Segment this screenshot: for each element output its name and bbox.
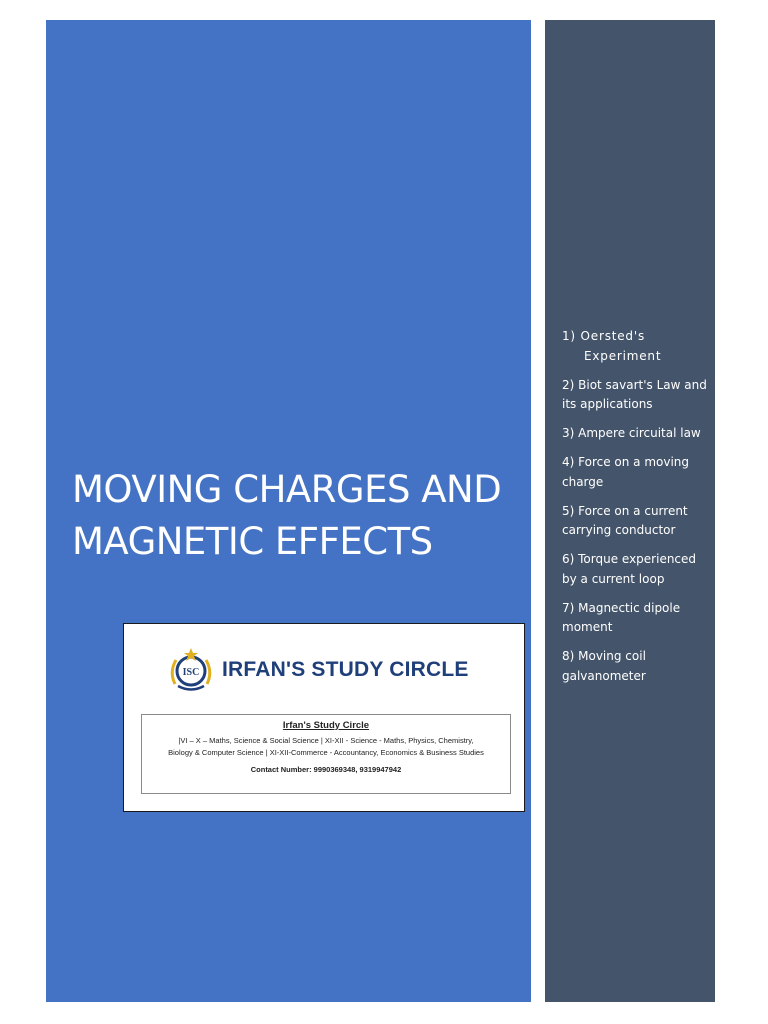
topic-item: 3) Ampere circuital law	[562, 426, 701, 440]
topic-item: 7) Magnectic dipole moment	[562, 600, 681, 634]
institute-card	[123, 623, 525, 812]
badge-lettering: ISC	[182, 667, 200, 678]
topic-list	[562, 327, 707, 696]
topic-item: 5) Force on a current carrying conductor	[562, 503, 688, 537]
topic-item: 4) Force on a moving charge	[562, 455, 690, 489]
info-courses-line-1: |VI – X – Maths, Science & Social Science | XI-XII - Science - Maths, Physics, Chemistry,	[178, 736, 474, 745]
brand-name: IRFAN'S STUDY CIRCLE	[222, 658, 469, 681]
laurel-badge-icon	[166, 646, 216, 694]
info-title: Irfan's Study Circle	[282, 720, 370, 731]
cover-blue-panel	[46, 20, 531, 1002]
topic-item: 6) Torque experienced by a current loop	[562, 552, 697, 586]
info-box	[141, 714, 511, 794]
topic-item: 2) Biot savart's Law and its applications	[562, 377, 707, 411]
info-courses-line-2: Biology & Computer Science | XI-XII-Commerce - Accountancy, Economics & Business Studies	[168, 748, 484, 757]
topic-item: 1) Oersted's Experiment	[562, 329, 662, 363]
contact-number: Contact Number: 9990369348, 9319947942	[250, 765, 402, 774]
topic-item: 8) Moving coil galvanometer	[562, 649, 646, 683]
document-title: MOVING CHARGES AND MAGNETIC EFFECTS	[72, 468, 502, 563]
institute-logo	[166, 646, 469, 694]
